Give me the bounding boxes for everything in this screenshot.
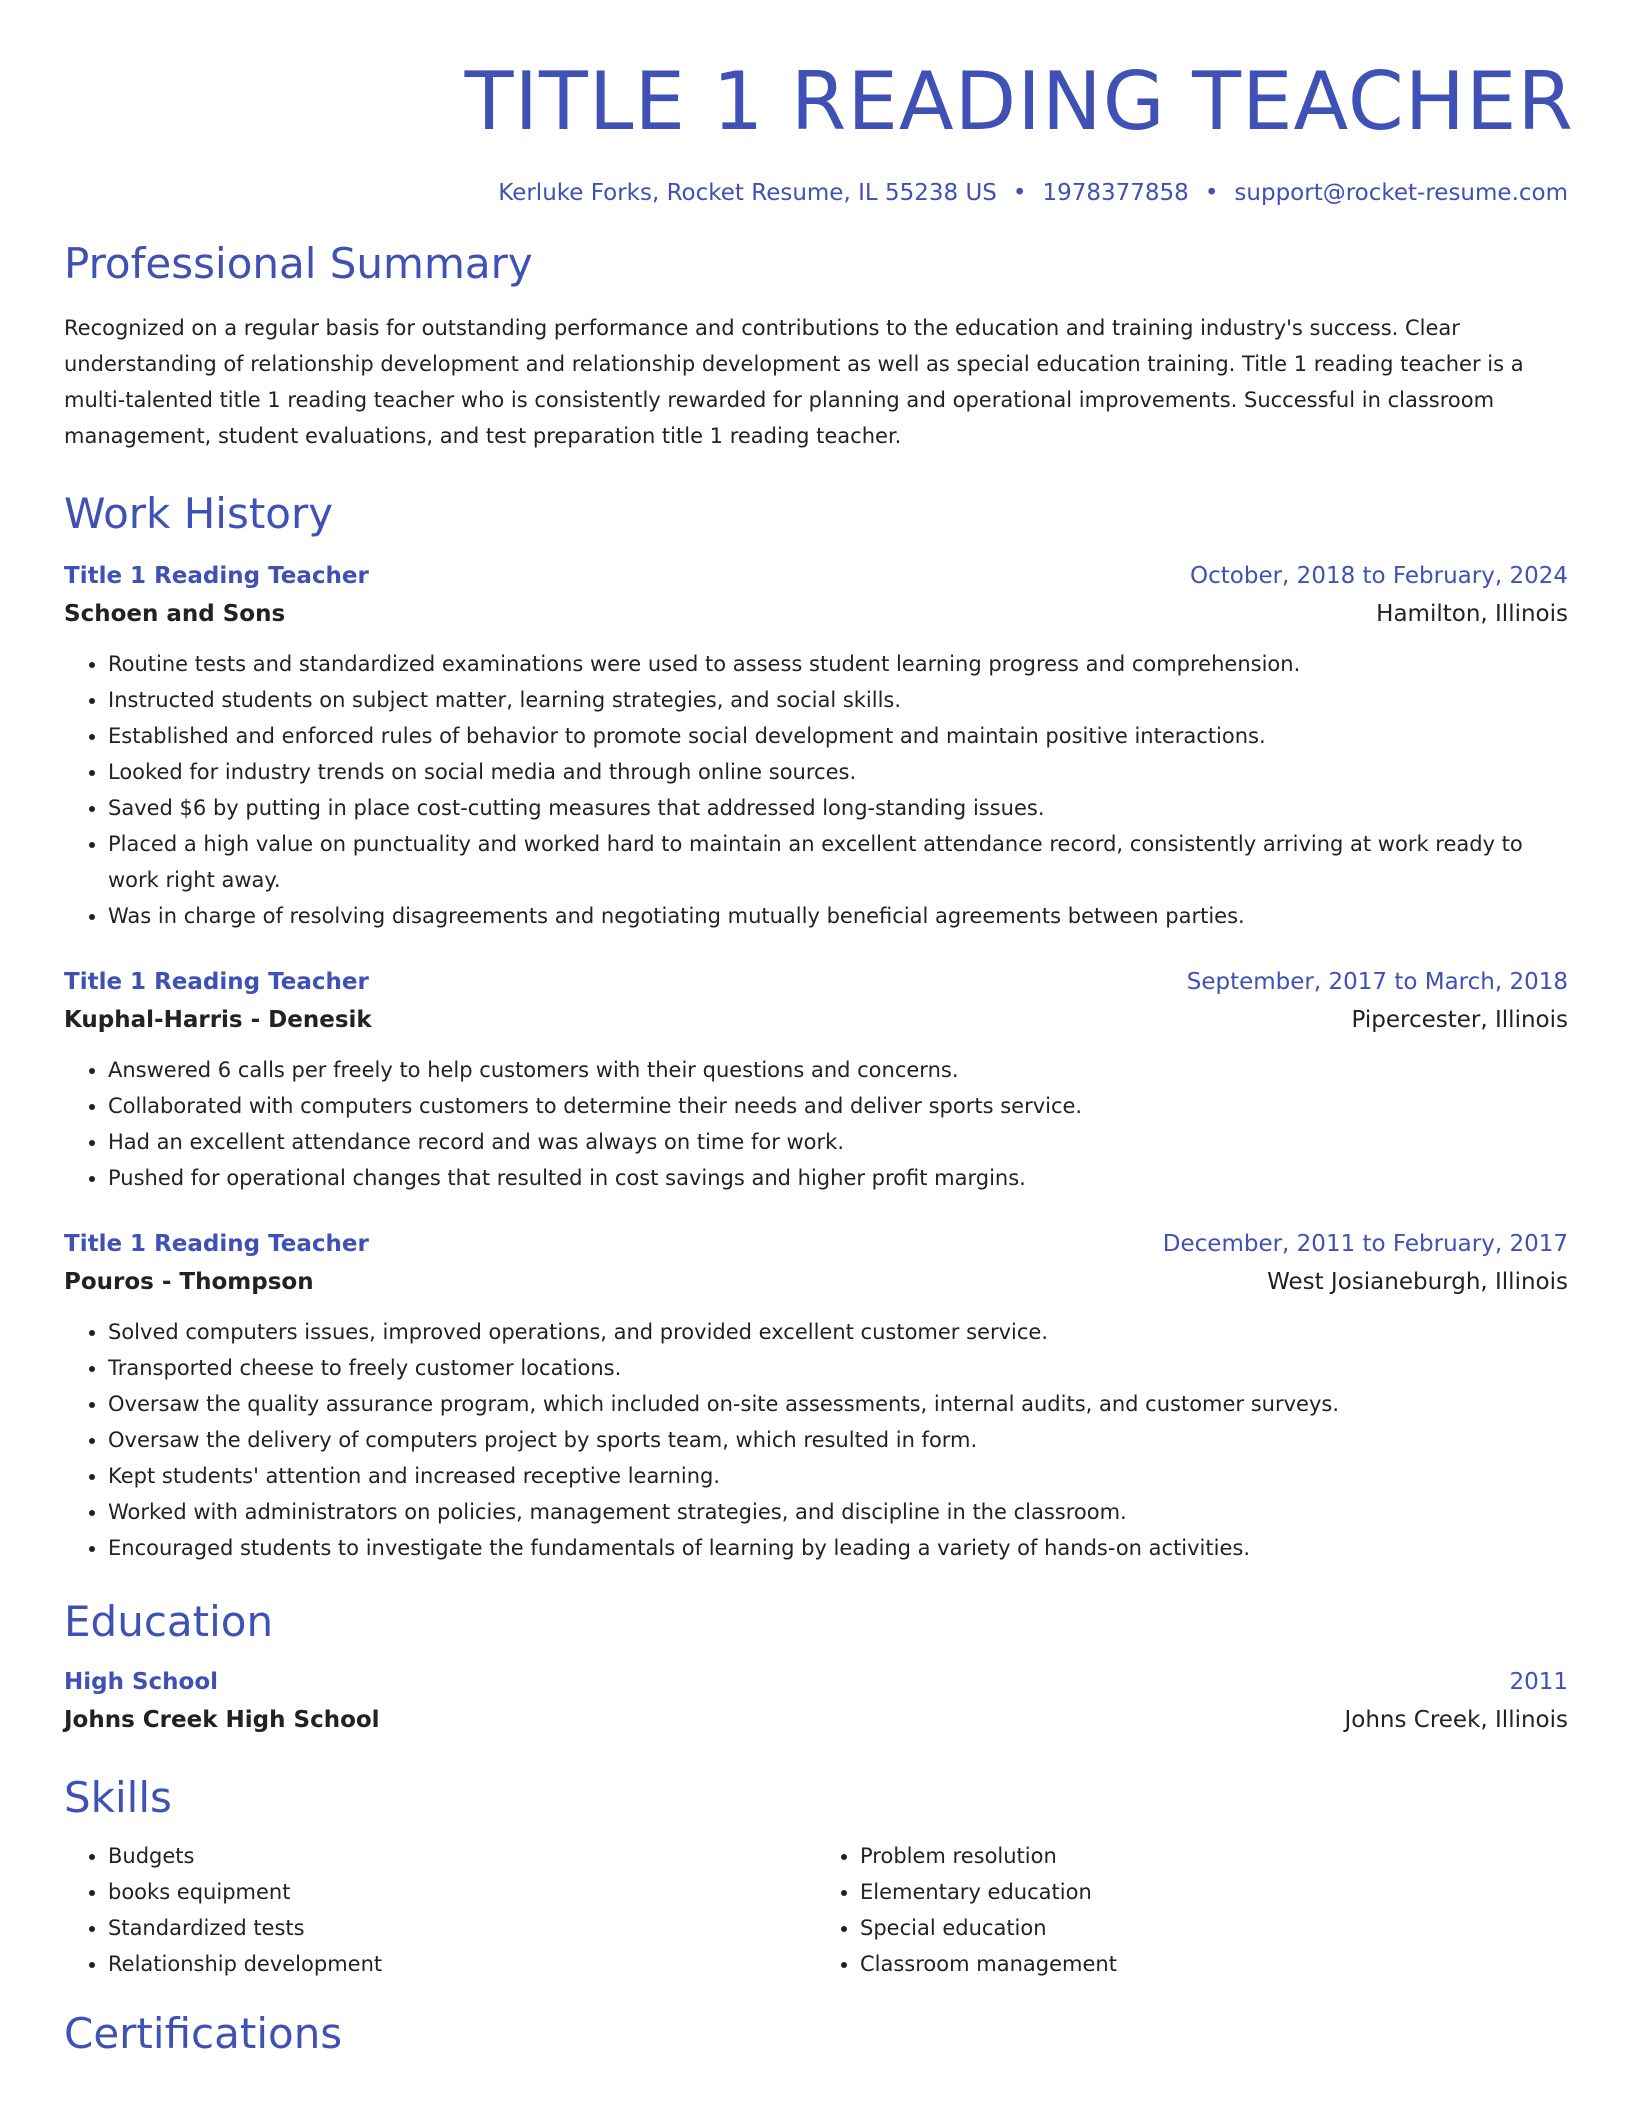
skill-item: • Relationship development [108, 1946, 816, 1982]
education-entry [64, 1664, 1568, 1740]
candidate-name: TITLE 1 READING TEACHER [464, 55, 1574, 148]
job-bullet: • Encouraged students to investigate the fundamentals of learning by leading a variety of hands-on activities. [108, 1530, 1568, 1566]
summary-text: Recognized on a regular basis for outstanding performance and contributions to the education and training industry's success. Clear understanding of relationship development and relationship development as well as special education training. Title 1 reading teacher is a multi-talented title 1 reading teacher who is consistently rewarded for planning and operational improvements. Successful in classroom management, student evaluations, and test preparation title 1 reading teacher. [64, 316, 1524, 448]
job-bullet: • Placed a high value on punctuality and worked hard to maintain an excellent attendance record, consistently arriving at work ready to work right away. [108, 826, 1568, 898]
job-bullet: • Saved $6 by putting in place cost-cutting measures that addressed long-standing issues. [108, 790, 1568, 826]
skill-item: • Special education [860, 1910, 1568, 1946]
job-bullet: • Routine tests and standardized examinations were used to assess student learning progress and comprehension. [108, 646, 1568, 682]
section-title-summary: Professional Summary [64, 239, 533, 288]
job-dates: October, 2018 to February, 2024 [1190, 563, 1568, 589]
skills-column-right [816, 1838, 1568, 1982]
job-location: Pipercester, Illinois [1351, 1007, 1568, 1033]
job-bullet: • Answered 6 calls per freely to help customers with their questions and concerns. [108, 1052, 1568, 1088]
job-dates: September, 2017 to March, 2018 [1186, 969, 1568, 995]
job-bullet: • Solved computers issues, improved operations, and provided excellent customer service. [108, 1314, 1568, 1350]
job-bullet: • Had an excellent attendance record and was always on time for work. [108, 1124, 1568, 1160]
job-bullet: • Established and enforced rules of behavior to promote social development and maintain positive interactions. [108, 718, 1568, 754]
job-bullet: • Collaborated with computers customers to determine their needs and deliver sports service. [108, 1088, 1568, 1124]
job-bullets [64, 1314, 1568, 1566]
skills-list [64, 1838, 1568, 1982]
job-bullet: • Pushed for operational changes that resulted in cost savings and higher profit margins. [108, 1160, 1568, 1196]
job-bullet: • Oversaw the quality assurance program, which included on-site assessments, internal audits, and customer surveys. [108, 1386, 1568, 1422]
job-bullet: • Transported cheese to freely customer locations. [108, 1350, 1568, 1386]
education-school: Johns Creek High School [64, 1707, 380, 1733]
skill-item: • Standardized tests [108, 1910, 816, 1946]
job-location: West Josianeburgh, Illinois [1267, 1269, 1568, 1295]
contact-line [64, 180, 1568, 206]
contact-email[interactable]: support@rocket-resume.com [1234, 180, 1568, 206]
job-company: Kuphal-Harris - Denesik [64, 1007, 372, 1033]
job-title: Title 1 Reading Teacher [64, 1231, 369, 1257]
job-bullet: • Oversaw the delivery of computers project by sports team, which resulted in form. [108, 1422, 1568, 1458]
job-location: Hamilton, Illinois [1376, 601, 1568, 627]
job-title: Title 1 Reading Teacher [64, 563, 369, 589]
section-title-education: Education [64, 1597, 274, 1646]
education-year: 2011 [1509, 1669, 1568, 1695]
job-bullet: • Worked with administrators on policies, management strategies, and discipline in the classroom. [108, 1494, 1568, 1530]
job-bullets [64, 646, 1568, 934]
job-entry [64, 964, 1568, 1196]
job-entry [64, 1226, 1568, 1566]
contact-phone: 1978377858 [1042, 180, 1189, 206]
skill-item: • books equipment [108, 1874, 816, 1910]
resume-header [64, 52, 1574, 206]
section-title-certifications: Certifications [64, 2009, 343, 2058]
education-location: Johns Creek, Illinois [1344, 1707, 1568, 1733]
skills-column-left [64, 1838, 816, 1982]
job-bullet: • Looked for industry trends on social media and through online sources. [108, 754, 1568, 790]
job-company: Schoen and Sons [64, 601, 286, 627]
job-bullets [64, 1052, 1568, 1196]
section-title-skills: Skills [64, 1773, 172, 1822]
job-entry [64, 558, 1568, 934]
skill-item: • Problem resolution [860, 1838, 1568, 1874]
job-bullet: • Instructed students on subject matter, learning strategies, and social skills. [108, 682, 1568, 718]
contact-address: Kerluke Forks, Rocket Resume, IL 55238 US [498, 180, 997, 206]
job-title: Title 1 Reading Teacher [64, 969, 369, 995]
skill-item: • Budgets [108, 1838, 816, 1874]
job-bullet: • Was in charge of resolving disagreements and negotiating mutually beneficial agreements between parties. [108, 898, 1568, 934]
education-degree: High School [64, 1669, 219, 1695]
section-title-work-history: Work History [64, 489, 334, 538]
job-company: Pouros - Thompson [64, 1269, 314, 1295]
skill-item: • Classroom management [860, 1946, 1568, 1982]
job-dates: December, 2011 to February, 2017 [1162, 1231, 1568, 1257]
skill-item: • Elementary education [860, 1874, 1568, 1910]
contact-separator: • [1204, 180, 1219, 206]
contact-separator: • [1012, 180, 1027, 206]
job-bullet: • Kept students' attention and increased receptive learning. [108, 1458, 1568, 1494]
